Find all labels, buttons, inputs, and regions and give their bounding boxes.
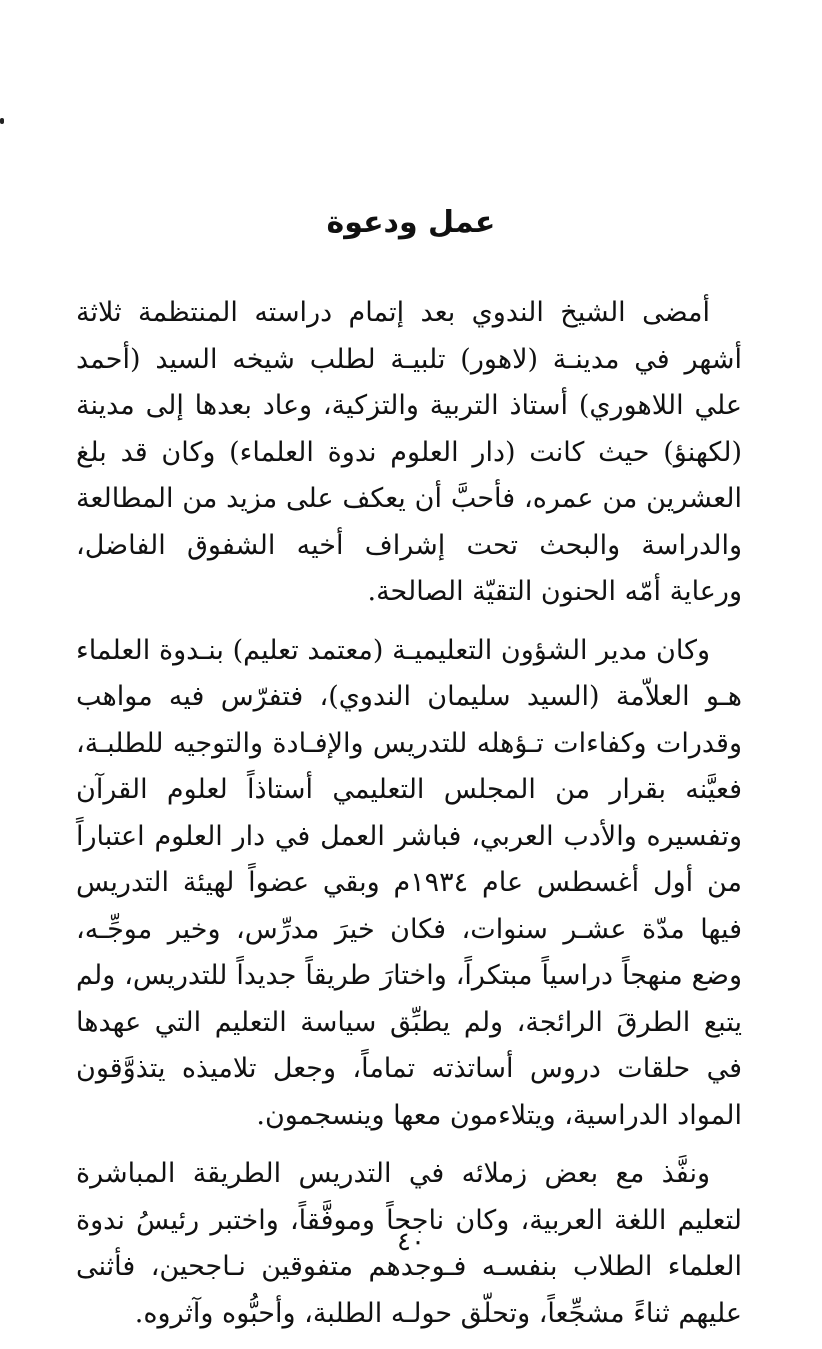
- paragraph: ونفَّذ مع بعض زملائه في التدريس الطريقة المباشرة لتعليم اللغة العربية، وكان ناجحاً وموفَّقاً، واختبر رئيسُ ندوة العلماء الطلاب بنفسـه فـوجدهم متفوقين نـاجحين، فأثنى عليهم ثناءً مشجِّعاً، وتحلّق حولـه الطلبة، وأحبُّوه وآثروه.: [76, 1158, 742, 1329]
- paragraph: أمضى الشيخ الندوي بعد إتمام دراسته المنتظمة ثلاثة أشهر في مدينـة (لاهور) تلبيـة لطلب شيخه السيد (أحمد علي اللاهوري) أستاذ التربية والتزكية، وعاد بعدها إلى مدينة (لكهنؤ) حيث كانت (دار العلوم ندوة العلماء) وكان قد بلغ العشرين من عمره، فأحبَّ أن يعكف على مزيد من المطالعة والدراسة والبحث تحت إشراف أخيه الشفوق الفاضل، ورعاية أمّه الحنون التقيّة الصالحة.: [76, 297, 742, 607]
- page-edge-mark: [0, 118, 4, 124]
- page-number: ٤٠: [397, 1227, 425, 1257]
- chapter-title: عمل ودعوة: [326, 205, 496, 240]
- body-text: [76, 290, 742, 1349]
- paragraph: وكان مدير الشؤون التعليميـة (معتمد تعليم) بنـدوة العلماء هـو العلاّمة (السيد سليمان الندوي)، فتفرّس فيه مواهب وقدرات وكفاءات تـؤهله للتدريس والإفـادة والتوجيه للطلبـة، فعيَّنه بقرار من المجلس التعليمي أستاذاً لعلوم القرآن وتفسيره والأدب العربي، فباشر العمل في دار العلوم اعتباراً من أول أغسطس عام ١٩٣٤م وبقي عضواً لهيئة التدريس فيها مدّة عشـر سنوات، فكان خيرَ مدرِّس، وخير موجِّـه، وضع منهجاً دراسياً مبتكراً، واختارَ طريقاً جديداً للتدريس، ولم يتبع الطرقَ الرائجة، ولم يطبِّق سياسة التعليم التي عهدها في حلقات دروس أساتذته تماماً، وجعل تلاميذه يتذوَّقون المواد الدراسية، ويتلاءمون معها وينسجمون.: [76, 634, 742, 1131]
